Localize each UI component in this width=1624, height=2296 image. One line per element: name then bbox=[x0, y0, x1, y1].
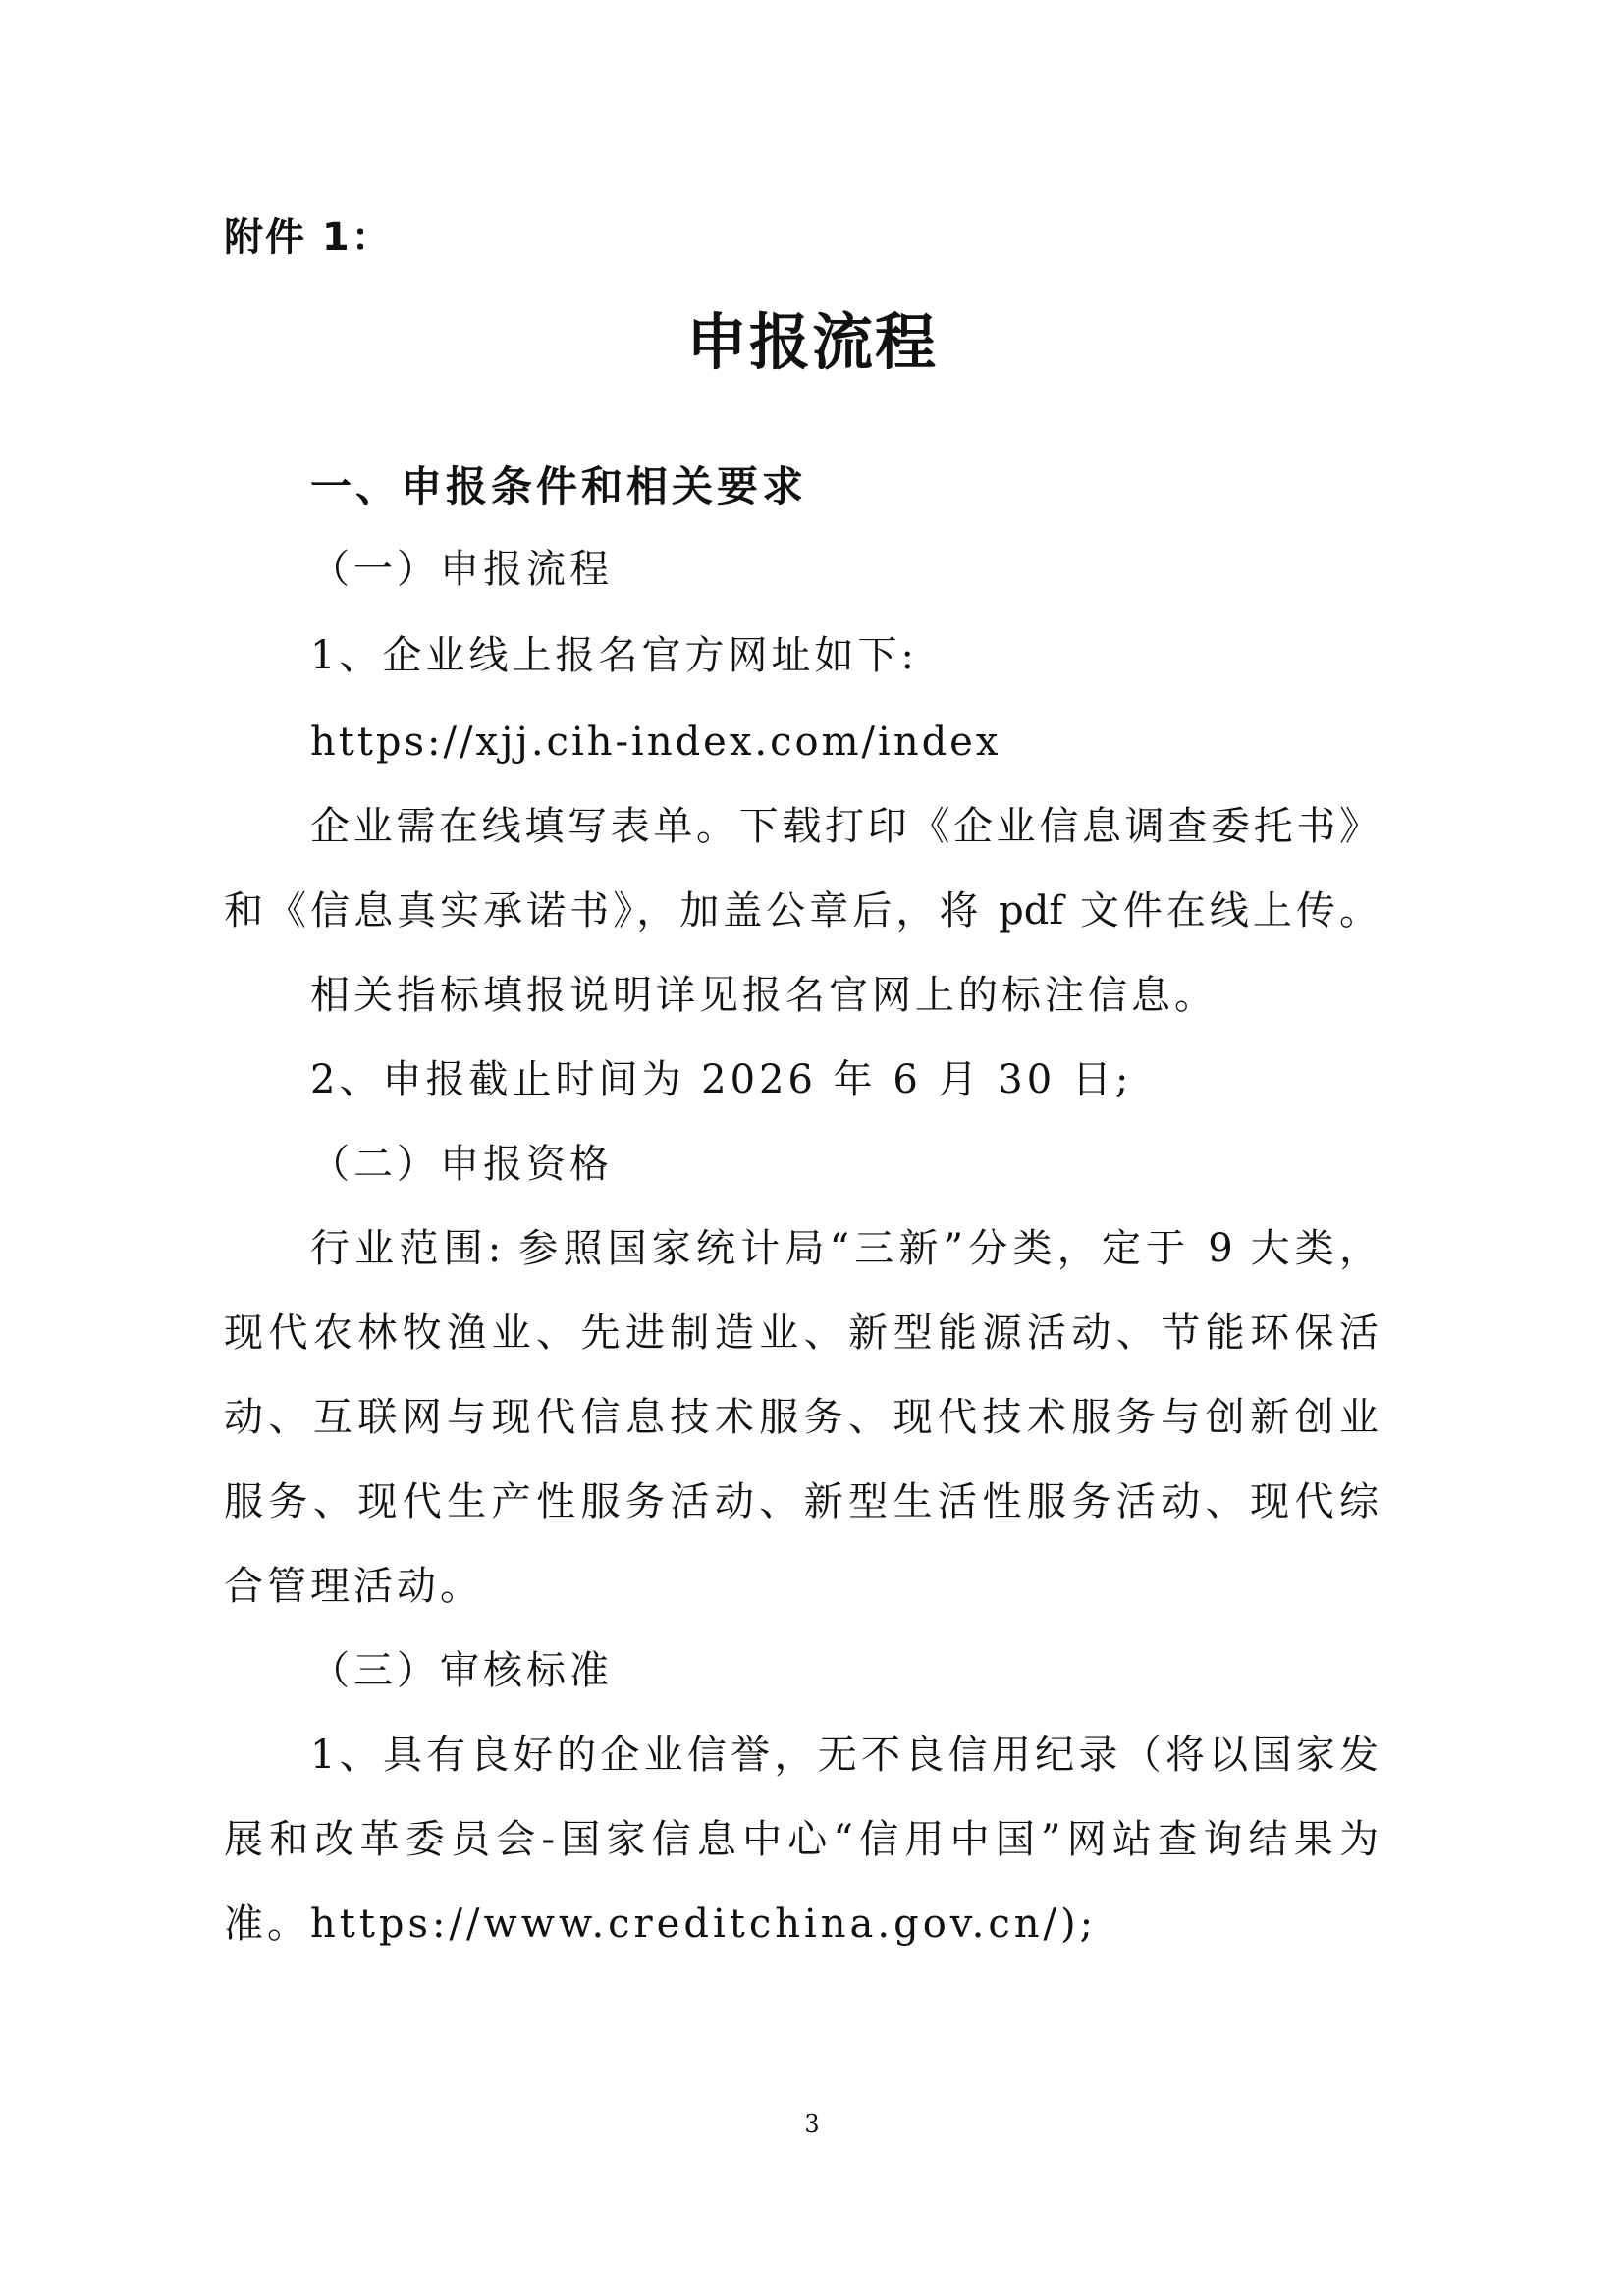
form-paragraph-line-2: 和《信息真实承诺书》，加盖公章后，将 pdf 文件在线上传。 bbox=[224, 888, 1379, 934]
criteria-1-line-3: 准。https://www.creditchina.gov.cn/); bbox=[224, 1901, 1098, 1947]
scope-line-5: 合管理活动。 bbox=[224, 1564, 483, 1609]
registration-url: https://xjj.cih-index.com/index bbox=[310, 720, 1001, 765]
indicator-paragraph: 相关指标填报说明详见报名官网上的标注信息。 bbox=[310, 973, 1218, 1018]
criteria-1-line-2: 展和改革委员会-国家信息中心“信用中国”网站查询结果为 bbox=[224, 1817, 1379, 1862]
item-1-text: 1、企业线上报名官方网址如下: bbox=[310, 633, 918, 678]
scope-line-1: 行业范围: 参照国家统计局“三新”分类，定于 9 大类， bbox=[310, 1226, 1379, 1271]
section-heading-1: 一、申报条件和相关要求 bbox=[310, 462, 808, 510]
scope-line-2: 现代农林牧渔业、先进制造业、新型能源活动、节能环保活 bbox=[224, 1310, 1379, 1356]
scope-line-3: 动、互联网与现代信息技术服务、现代技术服务与创新创业 bbox=[224, 1395, 1379, 1440]
subsection-heading-2: （二）申报资格 bbox=[310, 1142, 613, 1187]
page-number: 3 bbox=[804, 2110, 820, 2138]
subsection-heading-3: （三）审核标准 bbox=[310, 1648, 613, 1693]
scope-line-4: 服务、现代生产性服务活动、新型生活性服务活动、现代综 bbox=[224, 1479, 1379, 1524]
attachment-label: 附件 1： bbox=[224, 215, 393, 260]
item-2-text: 2、申报截止时间为 2026 年 6 月 30 日; bbox=[310, 1057, 1133, 1102]
document-title: 申报流程 bbox=[685, 306, 938, 378]
criteria-1-line-1: 1、具有良好的企业信誉，无不良信用纪录（将以国家发 bbox=[310, 1733, 1379, 1778]
form-paragraph-line-1: 企业需在线填写表单。下载打印《企业信息调查委托书》 bbox=[310, 804, 1379, 849]
subsection-heading-1: （一）申报流程 bbox=[310, 547, 613, 592]
